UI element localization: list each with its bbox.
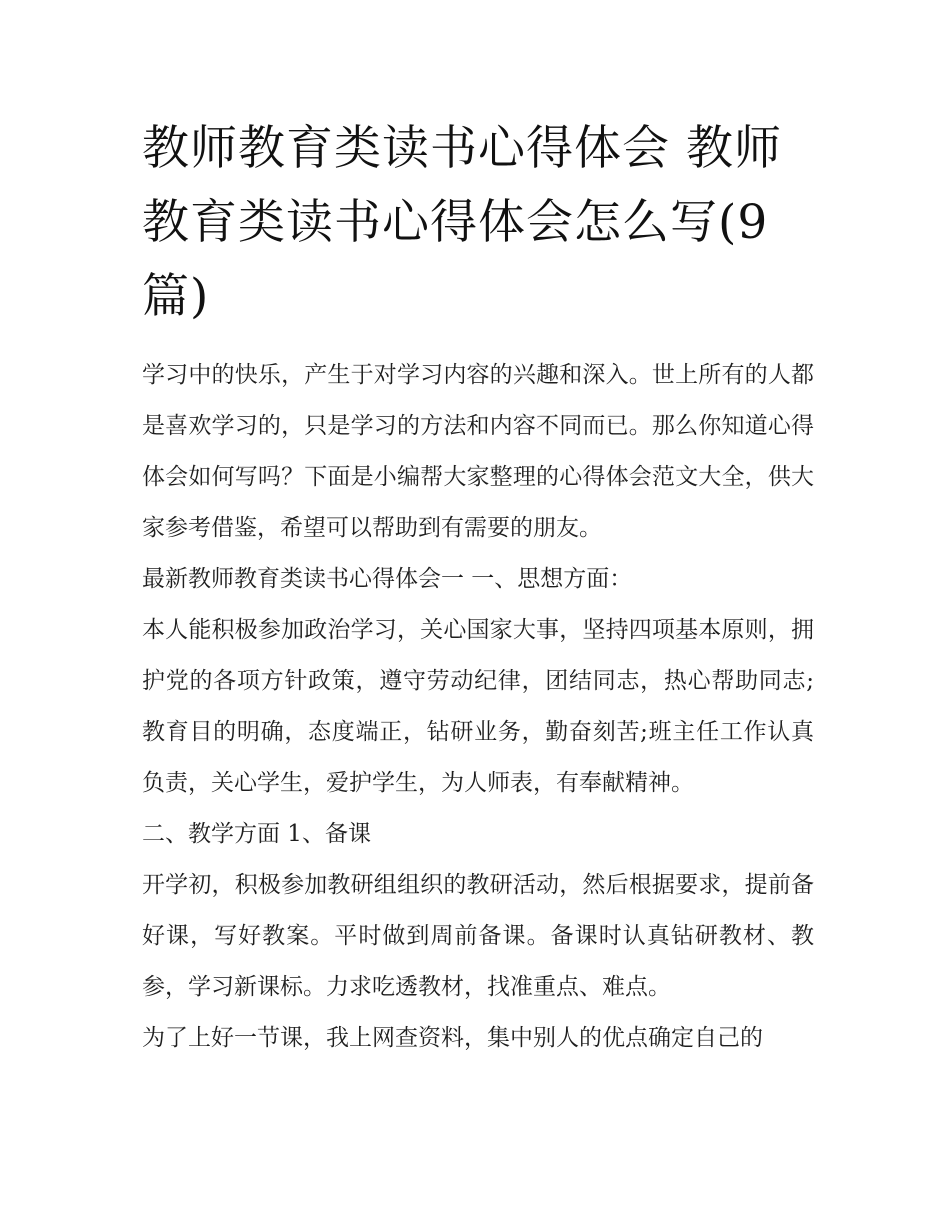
paragraph-thought: 本人能积极参加政治学习，关心国家大事，坚持四项基本原则，拥护党的各项方针政策，遵守劳动纪律，团结同志，热心帮助同志;教育目的明确，态度端正，钻研业务，勤奋刻苦;班主任工作认真负责，关心学生，爱护学生，为人师表，有奉献精神。 [142,617,814,796]
section-heading-teaching: 二、教学方面 1、备课 [142,821,371,847]
paragraph-lesson-research: 为了上好一节课，我上网查资料，集中别人的优点确定自己的 [142,1025,763,1051]
paragraph-lesson-prep: 开学初，积极参加教研组组织的教研活动，然后根据要求，提前备好课，写好教案。平时做到周前备课。备课时认真钻研教材、教参，学习新课标。力求吃透教材，找准重点、难点。 [142,872,814,1000]
document-body [142,350,814,1064]
document-title: 教师教育类读书心得体会 教师 教育类读书心得体会怎么写(9 篇) [142,121,782,324]
document-page [142,112,814,1064]
section-heading-thought: 最新教师教育类读书心得体会一 一、思想方面： [142,566,633,592]
paragraph-intro: 学习中的快乐，产生于对学习内容的兴趣和深入。世上所有的人都是喜欢学习的，只是学习的方法和内容不同而已。那么你知道心得体会如何写吗？下面是小编帮大家整理的心得体会范文大全，供大家参考借鉴，希望可以帮助到有需要的朋友。 [142,362,814,541]
